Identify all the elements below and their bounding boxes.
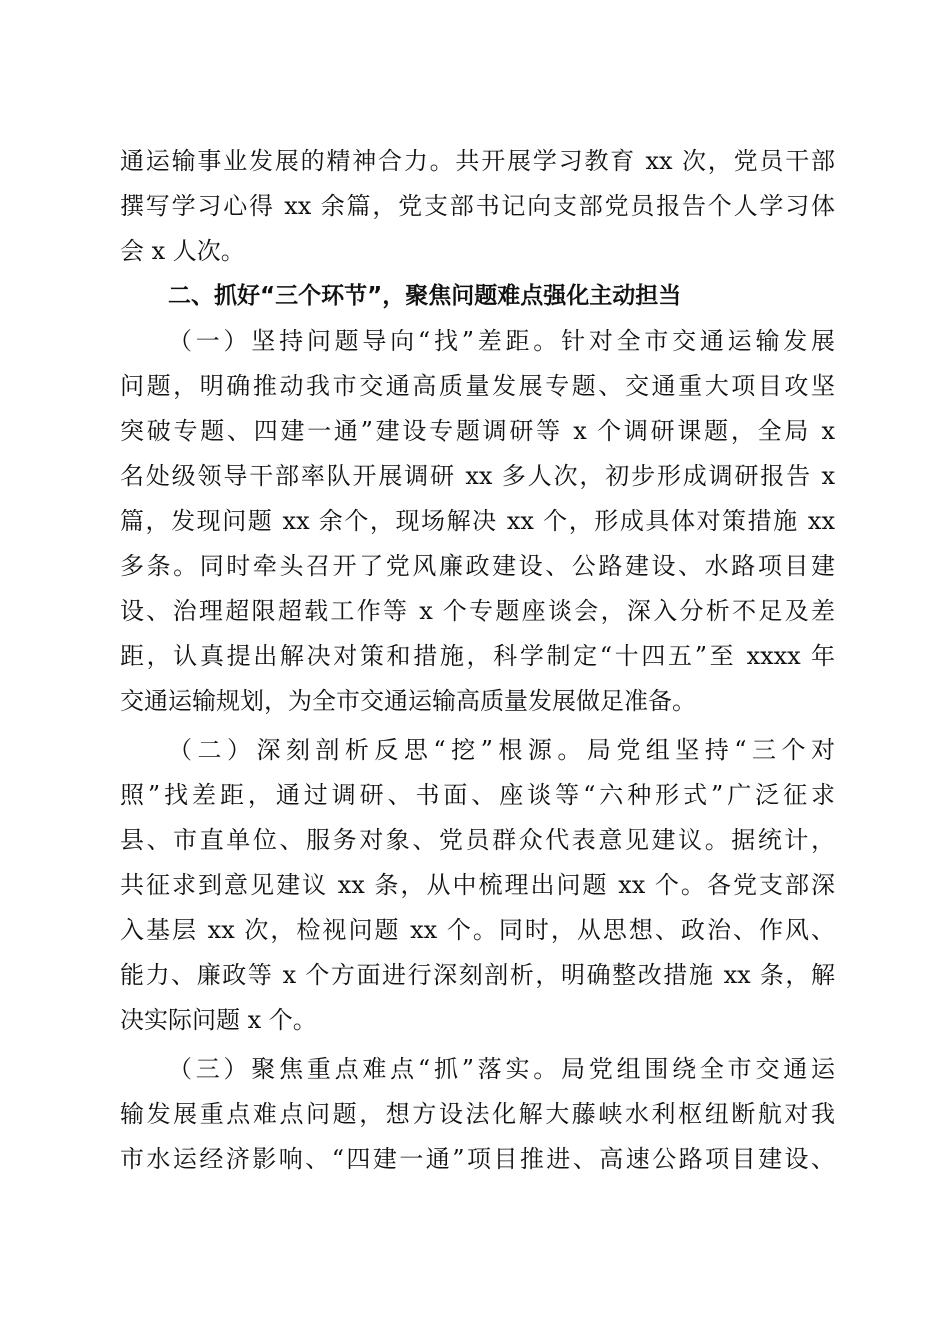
text-line: 距，认真提出解决对策和措施，科学制定“十四五”至 xxxx 年 (120, 642, 835, 670)
text-line: 入基层 xx 次，检视问题 xx 个。同时，从思想、政治、作风、 (120, 916, 835, 944)
text-line: 决实际问题 x 个。 (120, 1006, 317, 1034)
text-line: 共征求到意见建议 xx 条，从中梳理出问题 xx 个。各党支部深 (120, 871, 835, 899)
paragraph-3 (120, 1047, 835, 1182)
text-line: 照”找差距，通过调研、书面、座谈等“六种形式”广泛征求 (120, 781, 835, 809)
text-line: 设、治理超限超载工作等 x 个专题座谈会，深入分析不足及差 (120, 597, 835, 625)
text-line: 多条。同时牵头召开了党风廉政建设、公路建设、水路项目建 (120, 552, 835, 580)
paragraph-first-line: （二）深刻剖析反思“挖”根源。局党组坚持“三个对 (168, 736, 835, 764)
text-line: 通运输事业发展的精神合力。共开展学习教育 xx 次，党员干部 (120, 147, 835, 175)
text-line: 交通运输规划，为全市交通运输高质量发展做足准备。 (120, 687, 696, 715)
paragraph-2 (120, 728, 835, 1043)
text-line: 能力、廉政等 x 个方面进行深刻剖析，明确整改措施 xx 条，解 (120, 961, 835, 989)
section-heading-text: 二、抓好“三个环节”，聚焦问题难点强化主动担当 (168, 283, 682, 309)
paragraph-first-line: （一）坚持问题导向“找”差距。针对全市交通运输发展 (168, 327, 835, 355)
text-line: 输发展重点难点问题，想方设法化解大藤峡水利枢纽断航对我 (120, 1100, 835, 1128)
document-body (120, 139, 835, 1182)
text-line: 突破专题、四建一通”建设专题调研等 x 个调研课题，全局 x (120, 417, 835, 445)
text-line: 篇，发现问题 xx 余个，现场解决 xx 个，形成具体对策措施 xx (120, 507, 835, 535)
text-line: 问题，明确推动我市交通高质量发展专题、交通重大项目攻坚 (120, 372, 835, 400)
intro-paragraph (120, 139, 835, 274)
text-line: 撰写学习心得 xx 余篇，党支部书记向支部党员报告个人学习体 (120, 192, 835, 220)
paragraph-1 (120, 319, 835, 724)
paragraph-first-line: （三）聚焦重点难点“抓”落实。局党组围绕全市交通运 (168, 1055, 835, 1083)
text-line: 名处级领导干部率队开展调研 xx 多人次，初步形成调研报告 x (120, 462, 835, 490)
section-heading (120, 274, 835, 319)
text-line: 会 x 人次。 (120, 237, 245, 265)
text-line: 县、市直单位、服务对象、党员群众代表意见建议。据统计， (120, 826, 835, 854)
text-line: 市水运经济影响、“四建一通”项目推进、高速公路项目建设、 (120, 1145, 835, 1173)
